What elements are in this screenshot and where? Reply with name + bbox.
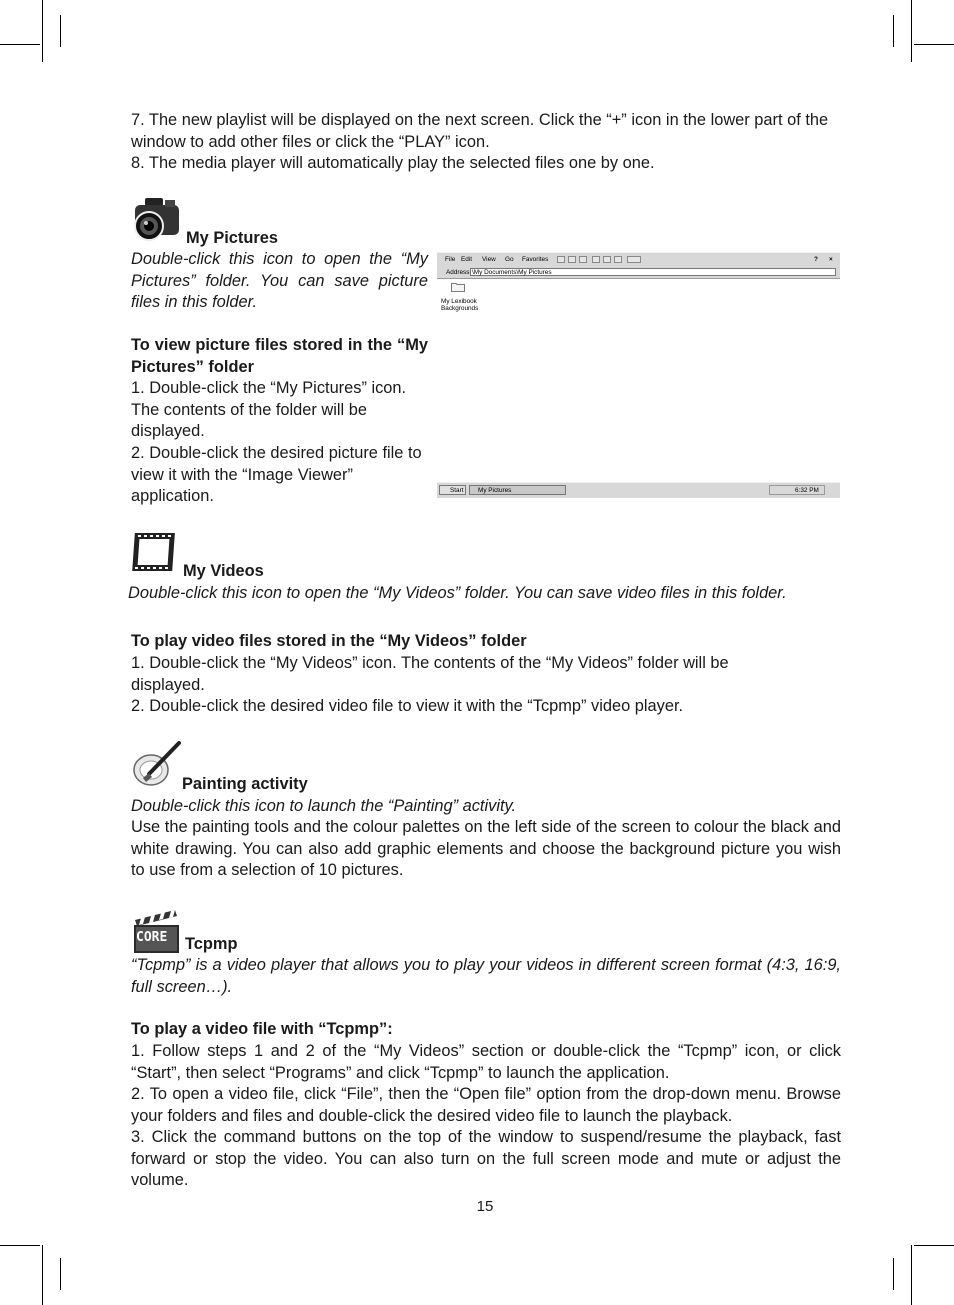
menu-favorites: Favorites [522, 256, 549, 263]
start-button [439, 485, 466, 495]
my-pictures-subheading: To view picture files stored in the “My Pictures” folder [131, 336, 428, 376]
painting-body: Use the painting tools and the colour palettes on the left side of the screen to colour the black and white drawing. You can also add graphic elements and choose the background picture you wish to use from a selection of 10 pictures. [131, 818, 841, 880]
toolbar-views-icon [627, 256, 641, 263]
my-videos-step-1: 1. Double-click the “My Videos” icon. The contents of the “My Videos” folder will be displayed. [131, 654, 729, 694]
system-tray [769, 485, 825, 495]
folder-icon [451, 282, 465, 292]
toolbar-paste-icon [614, 256, 622, 263]
start-label: Start [450, 487, 464, 494]
painting-description: Double-click this icon to launch the “Painting” activity. [131, 797, 517, 815]
screenshot-address-bar [437, 267, 840, 279]
my-pictures-heading: My Pictures [186, 229, 279, 247]
toolbar-up-icon [579, 256, 587, 263]
core-clapper-icon [131, 906, 181, 954]
tcpmp-subheading: To play a video file with “Tcpmp”: [131, 1020, 393, 1038]
tcpmp-heading: Tcpmp [185, 935, 238, 953]
page-number: 15 [476, 1198, 494, 1215]
taskbar-item-label: My Pictures [478, 487, 512, 494]
address-path: \My Documents\My Pictures [472, 269, 552, 276]
film-strip-icon [131, 531, 177, 573]
my-videos-heading: My Videos [183, 562, 264, 580]
clock: 6:32 PM [795, 487, 819, 494]
my-videos-step-2: 2. Double-click the desired video file to view it with the “Tcpmp” video player. [131, 697, 684, 715]
folder-name: My Lexibook Backgrounds [441, 298, 479, 312]
my-pictures-step-1: 1. Double-click the “My Pictures” icon. The contents of the folder will be displayed. [131, 379, 407, 441]
menu-view: View [482, 256, 496, 263]
toolbar-forward-icon [568, 256, 576, 263]
my-videos-subheading: To play video files stored in the “My Videos” folder [131, 632, 527, 650]
tcpmp-step-1: 1. Follow steps 1 and 2 of the “My Videos” section or double-click the “Tcpmp” icon, or click “Start”, then select “Programs” and click “Tcpmp” to launch the application. [131, 1042, 841, 1082]
my-pictures-description: Double-click this icon to open the “My Pictures” folder. You can save picture files in this folder. [131, 250, 428, 312]
my-videos-description: Double-click this icon to open the “My Videos” folder. You can save video files in this folder. [128, 584, 787, 602]
screenshot-taskbar [437, 482, 840, 498]
intro-step-7: 7. The new playlist will be displayed on the next screen. Click the “+” icon in the lower part of the window to add other files or click the “PLAY” icon. [131, 111, 829, 151]
help-button: ? [814, 256, 818, 263]
close-icon: × [829, 256, 833, 263]
tcpmp-step-2: 2. To open a video file, click “File”, then the “Open file” option from the drop-down menu. Browse your folders and files and double-click the desired video file to launch the playback. [131, 1085, 841, 1125]
menu-go: Go [505, 256, 514, 263]
menu-file: File [445, 256, 456, 263]
camera-icon [131, 196, 181, 244]
my-pictures-step-2: 2. Double-click the desired picture file to view it with the “Image Viewer” application. [131, 444, 422, 506]
tcpmp-description: “Tcpmp” is a video player that allows you to play your videos in different screen format (4:3, 16:9, full screen…). [131, 956, 841, 996]
screenshot-menubar [437, 252, 840, 268]
paint-brush-icon [131, 740, 183, 790]
tcpmp-step-3: 3. Click the command buttons on the top of the window to suspend/resume the playback, fast forward or stop the video. You can also turn on the full screen mode and mute or adjust the volume. [131, 1128, 841, 1190]
painting-heading: Painting activity [182, 775, 308, 793]
core-label: CORE [136, 930, 168, 945]
menu-edit: Edit [461, 256, 473, 263]
address-label: Address [446, 269, 470, 276]
my-pictures-screenshot [437, 252, 840, 497]
taskbar-item [469, 485, 566, 495]
intro-step-8: 8. The media player will automatically play the selected files one by one. [131, 154, 655, 172]
toolbar-copy-icon [603, 256, 611, 263]
toolbar-back-icon [557, 256, 565, 263]
toolbar-cut-icon [592, 256, 600, 263]
